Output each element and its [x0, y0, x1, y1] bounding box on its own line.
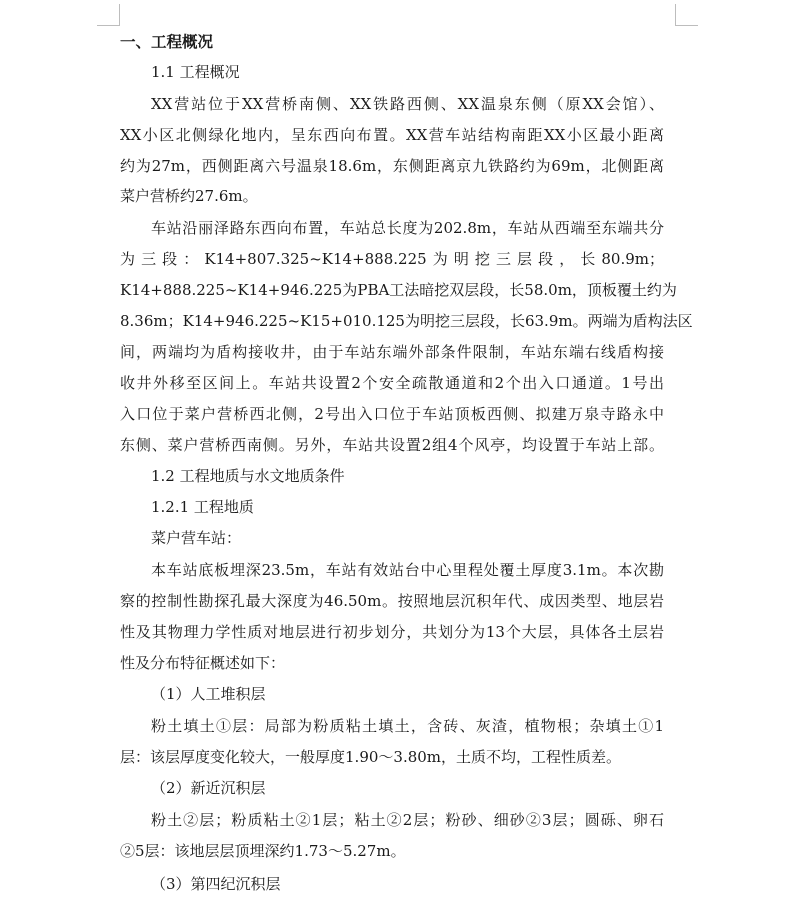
station-label: 菜户营车站：: [151, 529, 242, 547]
subheading-1-2: 1.2 工程地质与水文地质条件: [151, 467, 345, 485]
paragraph-line: 本车站底板埋深23.5m，车站有效站台中心里程处覆土厚度3.1m。本次勘: [151, 561, 664, 579]
paragraph-line: 菜户营桥约27.6m。: [120, 187, 258, 205]
crop-mark-top-left-horizontal: [97, 25, 120, 26]
section-heading: 一、工程概况: [120, 32, 214, 51]
layer-1-title: （1）人工堆积层: [151, 685, 266, 703]
paragraph-line: 入口位于菜户营桥西北侧，2号出入口位于车站顶板西侧、拟建万泉寺路永中: [120, 405, 664, 423]
paragraph-line: 车站沿丽泽路东西向布置，车站总长度为202.8m，车站从西端至东端共分: [151, 219, 664, 237]
paragraph-line: 察的控制性勘探孔最大深度为46.50m。按照地层沉积年代、成因类型、地层岩: [120, 592, 664, 610]
paragraph-line: 收井外移至区间上。车站共设置2个安全疏散通道和2个出入口通道。1号出: [120, 374, 664, 392]
subheading-1-2-1: 1.2.1 工程地质: [151, 498, 254, 516]
layer-3-title-partial: （3）第四纪沉积层: [151, 875, 281, 893]
paragraph-line: XX小区北侧绿化地内，呈东西向布置。XX营车站结构南距XX小区最小距离: [120, 126, 664, 144]
paragraph-line: ②5层：该地层层顶埋深约1.73～5.27m。: [120, 842, 406, 860]
paragraph-line: 8.36m；K14+946.225~K15+010.125为明挖三层段，长63.9m。两端为盾构法区: [120, 312, 693, 330]
paragraph-line: 粉土填土①层：局部为粉质粘土填土，含砖、灰渣，植物根；杂填土①1: [151, 717, 664, 735]
paragraph-line: 为三段：K14+807.325~K14+888.225为明挖三层段，长80.9m；: [120, 250, 664, 268]
paragraph-line: 东侧、菜户营桥西南侧。另外，车站共设置2组4个风亭，均设置于车站上部。: [120, 436, 664, 454]
paragraph-line: 约为27m，西侧距离六号温泉18.6m，东侧距离京九铁路约为69m，北侧距离: [120, 157, 664, 175]
crop-mark-top-left-vertical: [119, 4, 120, 26]
paragraph-line: K14+888.225~K14+946.225为PBA工法暗挖双层段，长58.0m，顶板覆土约为: [120, 281, 677, 299]
paragraph-line: XX营站位于XX营桥南侧、XX铁路西侧、XX温泉东侧（原XX会馆）、: [151, 95, 664, 113]
crop-mark-top-right-vertical: [675, 4, 676, 26]
paragraph-line: 性及分布特征概述如下：: [120, 654, 286, 672]
paragraph-line: 性及其物理力学性质对地层进行初步划分，共划分为13个大层，具体各土层岩: [120, 623, 664, 641]
paragraph-line: 层：该层厚度变化较大，一般厚度1.90～3.80m，土质不均，工程性质差。: [120, 748, 622, 766]
paragraph-line: 粉土②层；粉质粘土②1层；粘土②2层；粉砂、细砂②3层；圆砾、卵石: [151, 811, 664, 829]
crop-mark-top-right-horizontal: [675, 25, 698, 26]
subheading-1-1: 1.1 工程概况: [151, 63, 240, 81]
layer-2-title: （2）新近沉积层: [151, 779, 266, 797]
paragraph-line: 间，两端均为盾构接收井，由于车站东端外部条件限制，车站东端右线盾构接: [120, 343, 664, 361]
